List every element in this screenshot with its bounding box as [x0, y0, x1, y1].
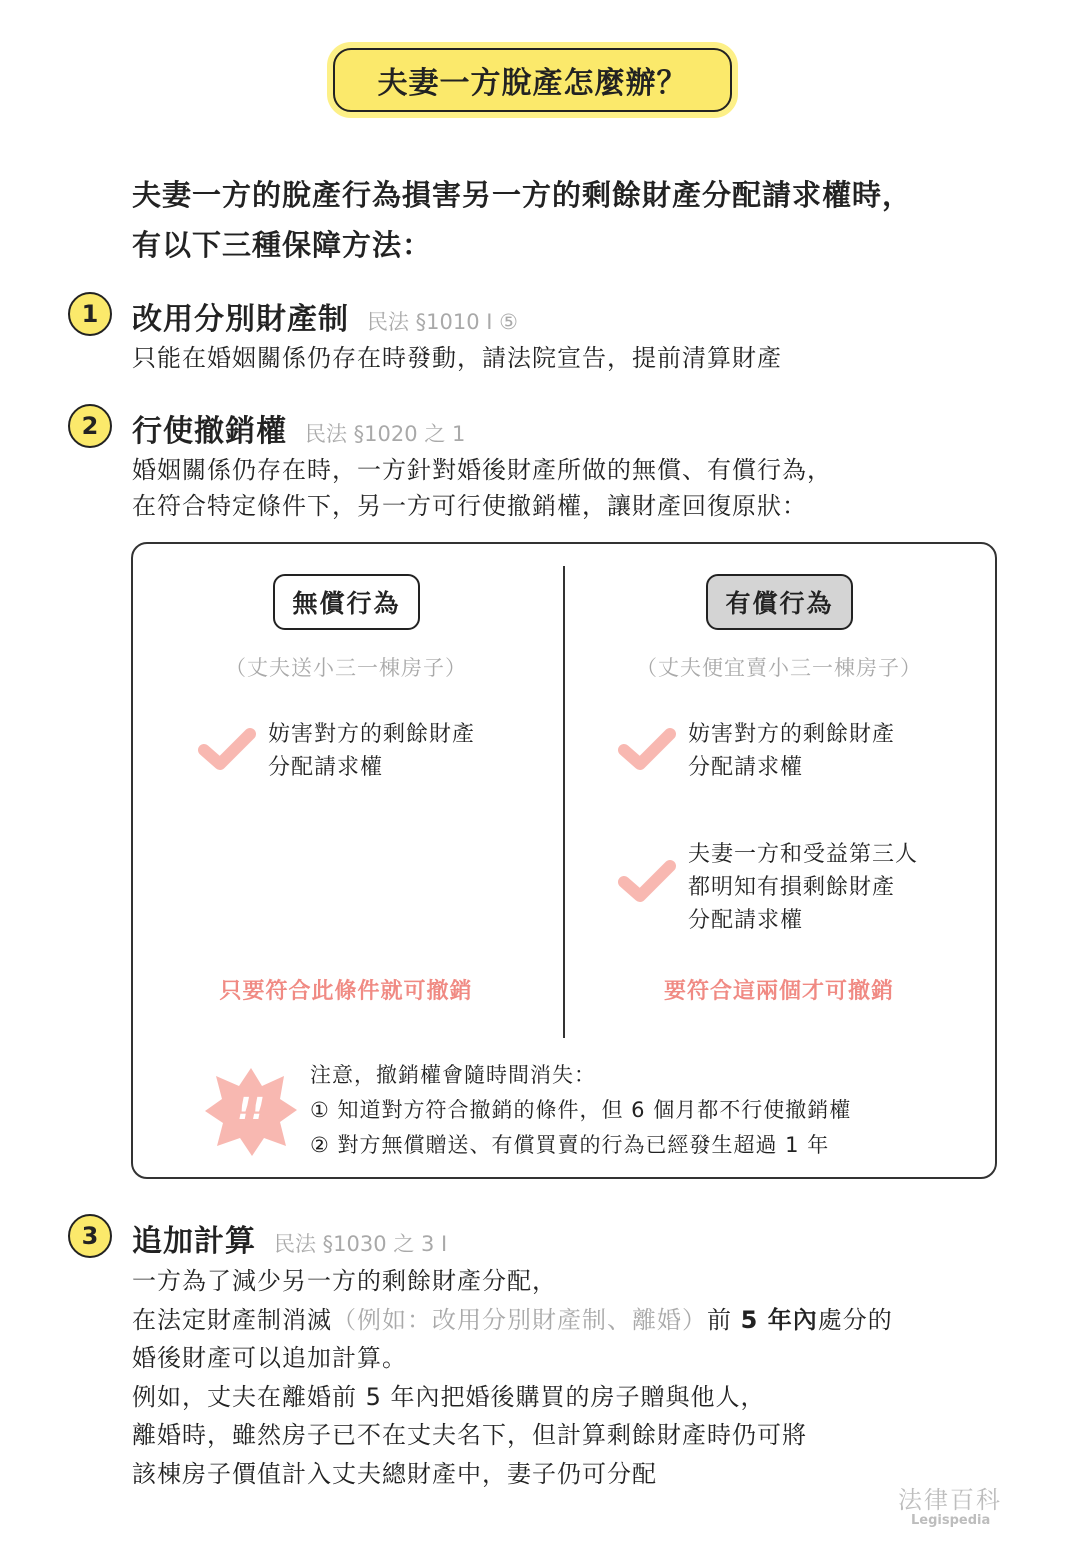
section-3-number: 3 [68, 1214, 112, 1258]
box-divider [563, 566, 565, 1038]
section-1-heading [132, 294, 518, 338]
section-1-title: 改用分別財產制 [132, 302, 349, 337]
gratuitous-condition-line-1: 妨害對方的剩餘財產 [268, 722, 476, 747]
section-3-line-5: 離婚時，雖然房子已不在丈夫名下，但計算剩餘財產時仍可將 [132, 1421, 807, 1449]
notice-item-1: ① 知道對方符合撤銷的條件，但 6 個月都不行使撤銷權 [310, 1098, 852, 1122]
intro-text [132, 170, 912, 270]
notice-text [310, 1058, 851, 1163]
section-2-line-2: 在符合特定條件下，另一方可行使撤銷權，讓財產回復原狀： [132, 492, 807, 520]
onerous-condition-2-line-2: 都明知有損剩餘財產 [688, 875, 896, 900]
page-title: 夫妻一方脫產怎麼辦？ [333, 48, 732, 112]
section-2-line-1: 婚姻關係仍存在時，一方針對婚後財產所做的無償、有償行為， [132, 456, 832, 484]
gratuitous-example: （丈夫送小三一棟房子） [225, 656, 467, 680]
logo-subtext: Legispedia [911, 1513, 991, 1528]
section-3-line-1: 一方為了減少另一方的剩餘財產分配， [132, 1267, 557, 1295]
section-1-law: 民法 §1010 I ⑤ [367, 310, 518, 334]
section-3-law: 民法 §1030 之 3 I [274, 1232, 448, 1256]
section-3-line-2-a: 在法定財產制消滅 [132, 1305, 332, 1334]
section-3-example-inline: （例如：改用分別財產制、離婚） [332, 1305, 707, 1334]
intro-line-1: 夫妻一方的脫產行為損害另一方的剩餘財產分配請求權時， [132, 178, 913, 212]
section-3-line-6: 該棟房子價值計入丈夫總財產中，妻子仍可分配 [132, 1459, 657, 1488]
section-3-title: 追加計算 [132, 1224, 256, 1259]
section-2-heading [132, 406, 465, 450]
section-3-body [132, 1262, 893, 1493]
section-3-line-2 [132, 1301, 893, 1340]
onerous-condition-1 [688, 718, 895, 784]
section-1-number: 1 [68, 292, 112, 336]
section-2-title: 行使撤銷權 [132, 414, 287, 449]
section-3-line-3: 婚後財產可以追加計算。 [132, 1344, 407, 1372]
onerous-act-tag: 有償行為 [706, 574, 853, 630]
warning-burst-icon [204, 1066, 298, 1158]
onerous-condition-1-line-1: 妨害對方的剩餘財產 [688, 722, 896, 747]
onerous-example: （丈夫便宜賣小三一棟房子） [636, 656, 922, 680]
section-3-line-4: 例如，丈夫在離婚前 5 年內把婚後購買的房子贈與他人， [132, 1382, 766, 1411]
section-3-heading [132, 1216, 447, 1260]
gratuitous-act-tag: 無償行為 [273, 574, 420, 630]
five-years-emphasis: 5 年內 [740, 1305, 818, 1334]
section-1-body: 只能在婚姻關係仍存在時發動，請法院宣告，提前清算財產 [132, 344, 782, 372]
onerous-condition-2-line-3: 分配請求權 [688, 908, 804, 933]
section-2-law: 民法 §1020 之 1 [305, 422, 466, 446]
title-banner [327, 42, 738, 118]
onerous-note: 要符合這兩個才可撤銷 [663, 979, 894, 1004]
check-icon [618, 858, 676, 906]
section-3-line-2-c: 前 [707, 1305, 741, 1334]
warning-burst-text: !! [237, 1092, 265, 1127]
notice-title: 注意，撤銷權會隨時間消失： [310, 1063, 596, 1087]
gratuitous-note: 只要符合此條件就可撤銷 [219, 979, 473, 1004]
notice-item-2: ② 對方無償贈送、有償買賣的行為已經發生超過 1 年 [310, 1133, 830, 1157]
logo-text: 法律百科 [898, 1486, 1002, 1514]
gratuitous-condition-line-2: 分配請求權 [268, 755, 384, 780]
section-2-body [132, 452, 832, 524]
onerous-condition-2-line-1: 夫妻一方和受益第三人 [688, 842, 919, 867]
onerous-condition-1-line-2: 分配請求權 [688, 755, 804, 780]
intro-line-2: 有以下三種保障方法： [132, 228, 433, 262]
check-icon [618, 726, 676, 774]
gratuitous-condition [268, 718, 475, 784]
section-3-line-2-e: 處分的 [817, 1305, 893, 1334]
check-icon [198, 726, 256, 774]
onerous-condition-2 [688, 838, 918, 937]
section-2-number: 2 [68, 404, 112, 448]
